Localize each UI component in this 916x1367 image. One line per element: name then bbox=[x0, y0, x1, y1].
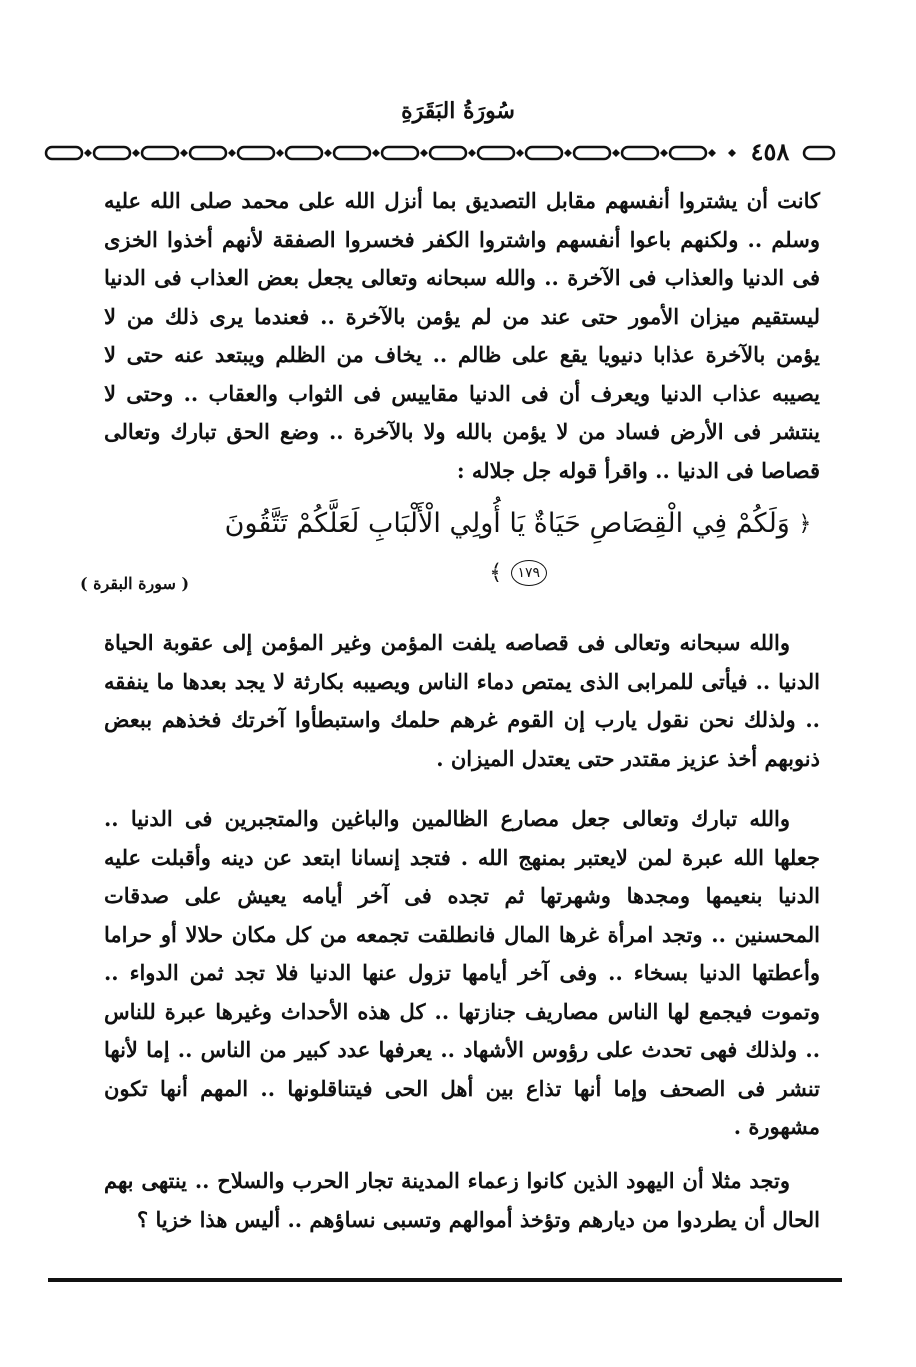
decorative-border-end bbox=[798, 140, 838, 166]
decorative-border-chain bbox=[44, 140, 744, 166]
paragraph-3: والله تبارك وتعالى جعل مصارع الظالمين والباغين والمتجبرين فى الدنيا .. جعلها الله عبرة لمن لايعتبر بمنهج الله . فتجد إنسانا ابتعد عن دينه وأقبلت عليه الدنيا بنعيمها ومجدها وشهرتها ثم تجده فى آخر أيامه يعيش على صدقات المحسنين .. وتجد امرأة غرها المال فانطلقت تجمعه من كل مكان حلالا أو حراما وأعطتها الدنيا بسخاء .. وفى آخر أيامها تزول عنها الدنيا فلا تجد ثمن الدواء .. وتموت فيجمع لها الناس مصاريف جنازتها .. كل هذه الأحداث وغيرها عبرة للناس .. ولذلك فهى تحدث على رؤوس الأشهاد .. يعرفها عدد كبير من الناس .. إما لأنها تنشر فى الصحف وإما أنها تذاع بين أهل الحى فيتناقلونها .. المهم أنها تكون مشهورة . bbox=[104, 806, 820, 1139]
verse-number: ١٧٩ bbox=[511, 560, 547, 586]
paragraph-2: والله سبحانه وتعالى فى قصاصه يلفت المؤمن وغير المؤمن إلى عقوبة الحياة الدنيا .. فيأتى للمرابى الذى يمتص دماء الناس ويصيبه بكارثة لا يجد بعدها ما ينفقه .. ولذلك نحن نقول يارب إن القوم غرهم حلمك واستبطأوا آخرتك فخذهم ببعض ذنوبهم أخذ عزيز مقتدر حتى يعتدل الميزان . bbox=[104, 630, 820, 771]
paragraph-1: كانت أن يشتروا أنفسهم مقابل التصديق بما أنزل الله على محمد صلى الله عليه وسلم .. ولكنهم باعوا أنفسهم واشتروا الكفر فخسروا الصفقة لأنهم أخذوا الخزى فى الدنيا والعذاب فى الآخرة .. والله سبحانه وتعالى يجعل بعض العذاب فى الدنيا ليستقيم ميزان الأمور حتى عند من لم يؤمن بالآخرة .. فعندما يرى ذلك من لا يؤمن بالآخرة عذابا دنيويا يقع على ظالم .. يخاف من الظلم ويبتعد عنه حتى لا يصيبه عذاب الدنيا ويعرف أن فى الدنيا مقاييس فى الثواب والعقاب .. وحتى لا ينتشر فى الأرض فساد من لا يؤمن بالله ولا بالآخرة .. وضع الحق تبارك وتعالى قصاصا فى الدنيا .. واقرأ قوله جل جلاله : bbox=[104, 188, 820, 483]
footer-divider bbox=[48, 1278, 842, 1282]
verse-close-bracket: ﴾ bbox=[489, 560, 503, 585]
sura-title-header: سُورَةُ البَقَرَةِ bbox=[401, 98, 515, 124]
page-number: ٤٥٨ bbox=[750, 137, 790, 166]
quran-verse bbox=[220, 500, 816, 597]
paragraph-4: وتجد مثلا أن اليهود الذين كانوا زعماء المدينة تجار الحرب والسلاح .. ينتهى بهم الحال أن يطردوا من ديارهم وتؤخذ أموالهم وتسبى نساؤهم .. أليس هذا خزيا ؟ bbox=[104, 1168, 820, 1232]
sura-reference: ( سورة البقرة ) bbox=[80, 574, 190, 593]
verse-text: وَلَكُمْ فِي الْقِصَاصِ حَيَاةٌ يَا أُولِي الْأَلْبَابِ لَعَلَّكُمْ تَتَّقُونَ bbox=[224, 508, 790, 539]
verse-open-bracket: ﴿ bbox=[798, 511, 812, 537]
